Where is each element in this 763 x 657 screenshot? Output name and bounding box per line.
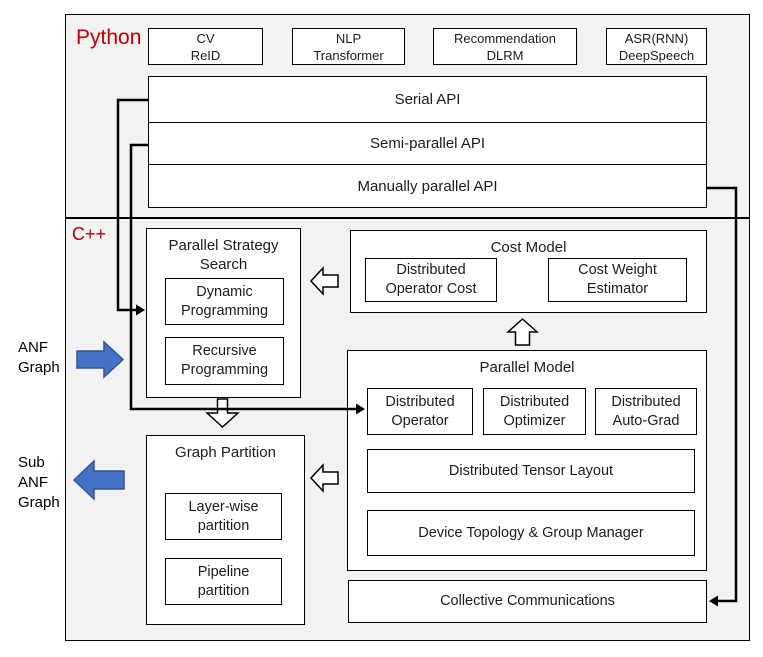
app-label: ASR(RNN) [624,30,689,46]
sub-label: Collective Communications [440,593,615,609]
box-title [168,236,278,274]
app-box-nlp-transformer [292,28,405,65]
api-label: Serial API [394,91,461,108]
distributed-optimizer-box [483,388,586,435]
title-line: Parallel Strategy [168,237,279,254]
sub-label: Device Topology & Group Manager [418,524,644,541]
label-line: Graph [18,494,60,511]
app-label: Recommendation [454,30,556,46]
semi-parallel-api-bar [148,122,707,165]
sub-label: Distributed [499,393,570,410]
serial-api-bar [148,76,707,123]
sub-label: Operator [391,412,449,429]
app-box-asr-deepspeech [606,28,707,65]
anf-graph-label [18,338,60,378]
label-line: ANF [18,474,48,491]
api-label: Manually parallel API [357,177,498,195]
distributed-operator-cost-box [365,258,497,302]
layer-wise-partition-box [165,493,282,540]
sub-label: Recursive [192,343,257,359]
sub-label: Distributed [396,262,466,278]
label-line: Graph [18,359,60,376]
sub-anf-graph-label [18,453,60,513]
sub-label: Estimator [586,281,649,297]
label-line: Sub [18,454,45,471]
label-line: ANF [18,339,48,356]
sub-label: Cost Weight [578,262,657,278]
app-label: ReID [190,47,221,63]
app-label: DLRM [486,47,524,63]
distributed-tensor-layout-box [367,449,695,493]
cost-weight-estimator-box [548,258,687,302]
dynamic-programming-box [165,278,284,325]
sub-label: Pipeline [197,563,250,580]
app-label: Transformer [313,47,384,63]
app-label: NLP [335,30,362,46]
sub-label: Distributed [611,393,681,410]
title-line: Search [199,256,248,273]
box-title: Parallel Model [479,359,575,376]
sub-label: Optimizer [503,412,566,429]
sub-label: Operator Cost [385,281,477,297]
sub-label: Distributed [385,393,455,410]
sub-label: Programming [180,362,269,378]
collective-communications-box [348,580,707,623]
device-topology-group-manager-box [367,510,695,556]
sub-label: partition [197,517,250,534]
sub-label: Distributed Tensor Layout [448,462,614,479]
api-label: Semi-parallel API [369,135,486,152]
python-section-label: Python [76,26,142,49]
app-box-cv-reid [148,28,263,65]
sub-label: Auto-Grad [612,412,680,429]
distributed-auto-grad-box [595,388,697,435]
cpp-section-label: C++ [72,224,107,244]
box-title: Cost Model [490,239,567,256]
pipeline-partition-box [165,558,282,605]
sub-label: partition [197,582,250,599]
box-title: Graph Partition [175,444,276,461]
app-label: CV [196,30,215,46]
app-label: DeepSpeech [618,47,695,63]
sub-label: Programming [180,302,269,319]
sub-label: Dynamic [196,283,253,300]
sub-label: Layer-wise [188,498,259,515]
distributed-operator-box [367,388,473,435]
manually-parallel-api-bar [148,164,707,208]
recursive-programming-box [165,337,284,385]
app-box-recommendation-dlrm [433,28,577,65]
